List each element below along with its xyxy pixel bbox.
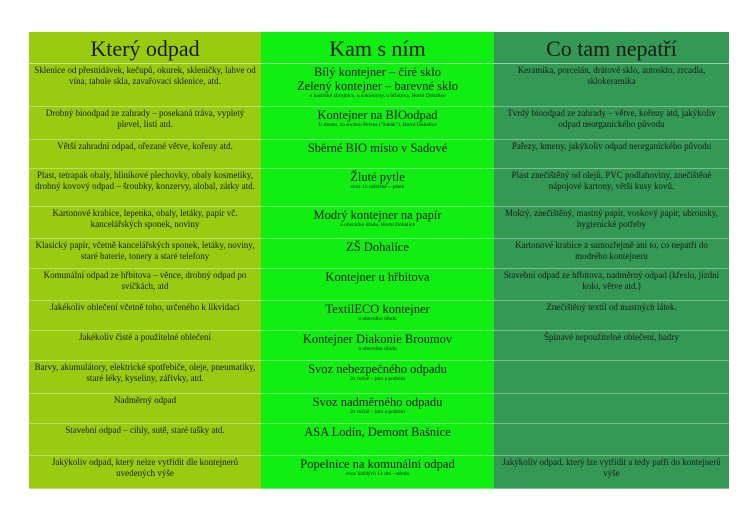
waste-type-cell: [29, 64, 261, 107]
not-allowed-cell: [494, 207, 729, 239]
not-allowed-text: Kartonové krabice a samozřejmě ani to, co nepatří do modrého kontejneru: [515, 240, 708, 261]
destination-cell: [261, 394, 494, 424]
header-not-allowed: Co tam nepatří: [494, 32, 729, 64]
not-allowed-text: Pařezy, kmeny, jakýkoliv odpad neorganického původu: [511, 141, 712, 151]
destination-note: svoz každých 14 dní - středa: [346, 471, 409, 477]
not-allowed-cell: [494, 107, 729, 140]
not-allowed-cell: [494, 301, 729, 331]
not-allowed-cell: [494, 169, 729, 207]
waste-type-cell: [29, 424, 261, 456]
destination-note: u hasičské zbrojnice, u sokolovny, u hřbitova, Horní Dohalice: [309, 93, 446, 99]
destination-cell: [261, 140, 494, 169]
waste-type-text: Kartonové krabice, lepenka, obaly, letáky, papír vč. kancelářských sponek, noviny: [52, 208, 238, 229]
header-waste-type: Který odpad: [29, 32, 261, 64]
not-allowed-cell: [494, 64, 729, 107]
destination-name: Svoz nebezpečného odpadu: [308, 362, 447, 376]
destination-note: 2x ročně – jaro a podzim: [350, 409, 405, 415]
not-allowed-cell: [494, 269, 729, 301]
not-allowed-cell: [494, 331, 729, 361]
destination-name: ZŠ Dohalice: [346, 240, 409, 254]
waste-type-cell: [29, 331, 261, 361]
destination-note: svoz 1x měsíčně – pátek: [350, 184, 405, 190]
waste-type-text: Jakýkoliv odpad, který nelze vytřídit dle kontejnerů uvedených výše: [51, 457, 239, 478]
waste-type-text: Jakékoliv čisté a použitelné oblečení: [79, 332, 211, 342]
destination-cell: [261, 424, 494, 456]
waste-type-cell: [29, 394, 261, 424]
header-destination: Kam s ním: [261, 32, 494, 64]
destination-note: u obecního úřadu, Horní Dohalice: [340, 222, 415, 228]
destination-note: u obecního úřadu: [358, 346, 397, 352]
destination-name: Modrý kontejner na papír: [313, 208, 442, 222]
waste-type-text: Jakékoliv oblečení včetně toho, určeného k likvidaci: [50, 302, 240, 312]
destination-cell: [261, 64, 494, 107]
waste-type-cell: [29, 107, 261, 140]
not-allowed-text: Špinavé nepoužitelné oblečení, hadry: [544, 332, 679, 342]
destination-name: Sběrné BIO místo v Sadové: [307, 141, 448, 155]
not-allowed-cell: [494, 361, 729, 394]
not-allowed-text: Keramika, porcelán, drátové sklo, autosklo, zrcadla, sklokeramika: [517, 65, 706, 86]
waste-type-text: Nadměrný odpad: [113, 395, 177, 405]
not-allowed-cell: [494, 424, 729, 456]
waste-type-text: Větší zahradní odpad, ořezané větve, kořeny atd.: [57, 141, 233, 151]
waste-type-cell: [29, 456, 261, 489]
waste-type-cell: [29, 169, 261, 207]
destination-name: Zelený kontejner – barevné sklo: [296, 79, 459, 93]
not-allowed-text: Plast znečištěný od olejů, PVC podlahoviny, znečištěné nápojové kartony, větší kusy kovů.: [511, 170, 712, 191]
not-allowed-cell: [494, 456, 729, 489]
waste-type-text: Barvy, akumulátory, elektrické spotřebiče, oleje, pneumatiky, staré léky, kyseliny, zářivky, atd.: [34, 362, 256, 383]
destination-cell: [261, 239, 494, 269]
waste-type-cell: [29, 361, 261, 394]
waste-type-cell: [29, 239, 261, 269]
destination-cell: [261, 207, 494, 239]
waste-type-text: Stavební odpad – cihly, sutě, staré tašky atd.: [65, 425, 225, 435]
destination-note: U mostu, za sochou Persea ("žabák"), Horní Dohalice: [318, 122, 437, 128]
destination-cell: [261, 107, 494, 140]
waste-type-text: Drobný bioodpad ze zahrady – posekaná tráva, vypletý plevel, listí atd.: [45, 108, 245, 129]
destination-cell: [261, 169, 494, 207]
waste-type-cell: [29, 140, 261, 169]
waste-type-cell: [29, 269, 261, 301]
destination-note: 2x ročně – jaro a podzim: [350, 376, 405, 382]
waste-type-cell: [29, 301, 261, 331]
destination-name: ASA Lodín, Demont Bašnice: [304, 425, 451, 439]
destination-name: Kontejner Diakonie Broumov: [302, 332, 453, 346]
not-allowed-cell: [494, 394, 729, 424]
destination-cell: [261, 301, 494, 331]
not-allowed-text: Jakýkoliv odpad, který lze vytřídit a tedy patří do kontejnerů výše: [502, 457, 721, 478]
destination-cell: [261, 361, 494, 394]
waste-type-text: Plast, tetrapak obaly, hliníkové plechovky, obaly kosmetiky, drobný kovový odpad – šroubky, konzervy, alobal, zátky atd.: [35, 170, 255, 191]
destination-cell: [261, 456, 494, 489]
not-allowed-text: Znečištěný textil od mastných látek.: [546, 302, 677, 312]
waste-type-text: Klasický papír, včetně kancelářských sponek, letáky, noviny, staré baterie, tonery a staré telefony: [35, 240, 255, 261]
destination-name: Popelnice na komunální odpad: [300, 457, 455, 471]
destination-name: TextilECO kontejner: [325, 302, 430, 316]
not-allowed-cell: [494, 239, 729, 269]
not-allowed-text: Stavební odpad ze hřbitova, nadměrný odpad (křeslo, jízdní kolo, větve atd.): [503, 270, 720, 291]
destination-name: Kontejner na BIOodpad: [317, 108, 438, 122]
waste-type-cell: [29, 207, 261, 239]
not-allowed-text: Tvrdý bioodpad ze zahrady – větve, kořeny atd, jakýkoliv odpad neorganického původu: [507, 108, 716, 129]
destination-name: Kontejner u hřbitova: [325, 270, 430, 284]
not-allowed-text: Mokrý, znečištěný, mastný papír, voskový papír, ubrousky, hygienické potřeby: [505, 208, 718, 229]
destination-name: Svoz nadměrného odpadu: [312, 395, 443, 409]
destination-name: Žluté pytle: [350, 170, 405, 184]
destination-note: u obecního úřadu: [358, 316, 397, 322]
waste-type-text: Sklenice od přesnídávek, kečupů, okurek, skleničky, lahve od vína, tabule skla, zavařovací sklenice, atd.: [34, 65, 256, 86]
destination-cell: [261, 269, 494, 301]
not-allowed-cell: [494, 140, 729, 169]
destination-cell: [261, 331, 494, 361]
waste-sorting-table: [29, 32, 729, 489]
destination-name: Bílý kontejner – čiré sklo: [313, 65, 442, 79]
waste-type-text: Komunální odpad ze hřbitova – věnce, drobný odpad po svíčkách, atd: [43, 270, 247, 291]
